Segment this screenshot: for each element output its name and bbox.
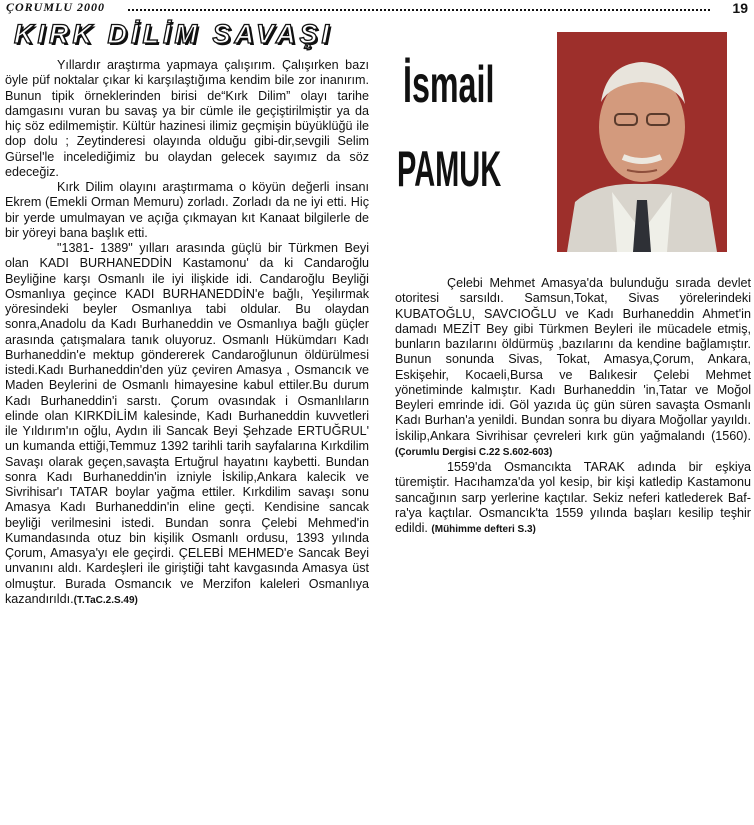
article-right-column — [395, 276, 751, 537]
article-left-column — [5, 58, 369, 608]
article-paragraph — [5, 180, 369, 241]
page-number: 19 — [732, 0, 748, 16]
header-dotted-rule — [128, 9, 710, 11]
paragraph-text: 1559'da Osmancıkta TARAK adında bir eşkiya türemiştir. Hacıhamza'da yol kesip, bir kişi katledip Kastamonu sancağının sarp yerlerine kaçtılar. Sekiz neferi katlederek Baf-ra'ya kaçtılar. Osmancık'ta 1559 yılında başları kesilip teşhir edildi. — [395, 460, 751, 535]
article-paragraph — [395, 276, 751, 460]
citation: (Çorumlu Dergisi C.22 S.602-603) — [395, 446, 553, 458]
portrait-photo-icon — [557, 32, 727, 252]
paragraph-text: Çelebi Mehmet Amasya'da bulunduğu sırada devlet otoritesi sarsıldı. Samsun,Tokat, Sivas yörelerindeki KUBATOĞLU, SAVCIOĞLU ve Kadı Burhaneddin Ahmet'in damadı MEZİT Bey gibi Türkmen Beyleri ile mücadele etmiş, bunların bazılarını öldürmüş ,bazılarını da kendine bağlamıştır. Bunun sonunda Sivas, Tokat, Amasya,Çorum, Ankara, Eskişehir, Kocaeli,Bursa ve Balıkesir Çelebi Mehmet yönetiminde kalmıştır. Kadı Burhaneddin 'in,Tatar ve Moğol Beyleri emrinde idi. Göl yazıda üç gün süren savaşta Osmanlı Kadı Burhan'a yenildi. Bundan sonra bu diyara Moğollar yayıldı. İskilip,Ankara Sivrihisar çevreleri kırk gün yağmalandı (1560). — [395, 276, 751, 443]
article-title: KIRK DİLİM SAVAŞI — [14, 19, 334, 49]
author-portrait — [557, 32, 727, 252]
author-last-name: PAMUK — [397, 141, 502, 197]
article-paragraph — [395, 460, 751, 537]
citation: (T.TaC.2.S.49) — [73, 594, 138, 606]
paragraph-text: Kırk Dilim olayını araştırmama o köyün değerli insanı Ekrem (Emekli Orman Memuru) zorladı. Zorladı da ne iyi etti. Hiç bir yerde umulmayan ve açığa çıkmayan kıt Kanaat bilgilerle de bir yöreyi bana başlık etti. — [5, 180, 369, 240]
page-header — [0, 0, 754, 18]
paragraph-text: "1381- 1389" yılları arasında güçlü bir Türkmen Beyi olan KADI BURHANEDDİN Kastamonu' da ki Candaroğlu Beyliğine karşı Osmanlı ile iyi ilişkide idi. Candaroğlu Beyliği Osmanlıya geçince KADI BURHANEDDİN'e bağlı, Yeşilırmak yöresindeki beyler Osmanlıya tabi oldular. Bu olaydan sonra,Anadolu da Kadı Burhaneddin ve Osmanlıya bağlı güçler arasında çatışmalara tanık oluyoruz. Osmanlı Hükümdarı Kadı Burhaneddin'e mektup göndererek Candaroğlunun öldürülmesi istedi.Kadı Burhaneddin'den yüz çeviren Amasya , Osmancık ve Maden Beylerini de Osmanlı himayesine kabul ettiler.Bu durum Kadı Burhaneddin'i sarstı. Çorum ovasındak i Osmanlıların elinde olan KIRKDİLİM kalesinde, Kadı Burhaneddin kuvvetleri ile Yıldırım'ın oğlu, Aydın ili Sancak Beyi Şehzade ERTUĞRUL' un kumanda ettiği,Temmuz 1392 tarihli tarih sayfalarına Kırkdilim Savaşı olarak geçen,savaşta Ertuğrul hayatını kaybetti. Bundan sonra Kadı Burhaneddin'in izniyle İskilip,Ankara kalecik ve Sivrihisar'ı TATAR boylar yağma ettiler. Kırkdilim savaşı sonu Amasya Kadı Burhaneddin'in eline geçti. Kendisine sancak beyliği verilmesini istedi. Bundan sonra Çelebi Mehmed'in Kumandasında otuz bin kişilik Osmanlı ordusu, 1393 yılında Çorum, Amasya'yı ele geçirdi. ÇELEBİ MEHMED'e Sancak Beyi unvanını aldı. Kardeşleri ile giriştiği taht kavgasında Amasya üst olmuştur. Burada Osmancık ve Merzifon kaleleri Osmanlıya kazandırıldı. — [5, 241, 369, 606]
author-first-name: İsmail — [403, 56, 495, 114]
citation: (Mühimme defteri S.3) — [431, 524, 536, 535]
article-paragraph — [5, 58, 369, 180]
paragraph-text: Yıllardır araştırma yapmaya çalışırım. Çalışırken bazı öyle püf noktalar çıkar ki karşılaştığıma kendim bile zor inanırım. Bunun tipik örneklerinden birisi de“Kırk Dilim” olayı tarihe damgasını vuran bu savaş ya bir cümle ile geçiştirilmiştir ya da hiç söz edilmemiştir. Kültür hazinesi ilimiz geçmişin büyüklüğü ile dop dolu ; Zeytinderesi olayında olduğu gibi-dir,sevgili Selim Gürsel'le incelediğimiz bu olaydan gelecek sayımız da söz edeceğiz. — [5, 58, 369, 179]
article-paragraph — [5, 241, 369, 608]
publication-name: ÇORUMLU 2000 — [6, 0, 106, 14]
